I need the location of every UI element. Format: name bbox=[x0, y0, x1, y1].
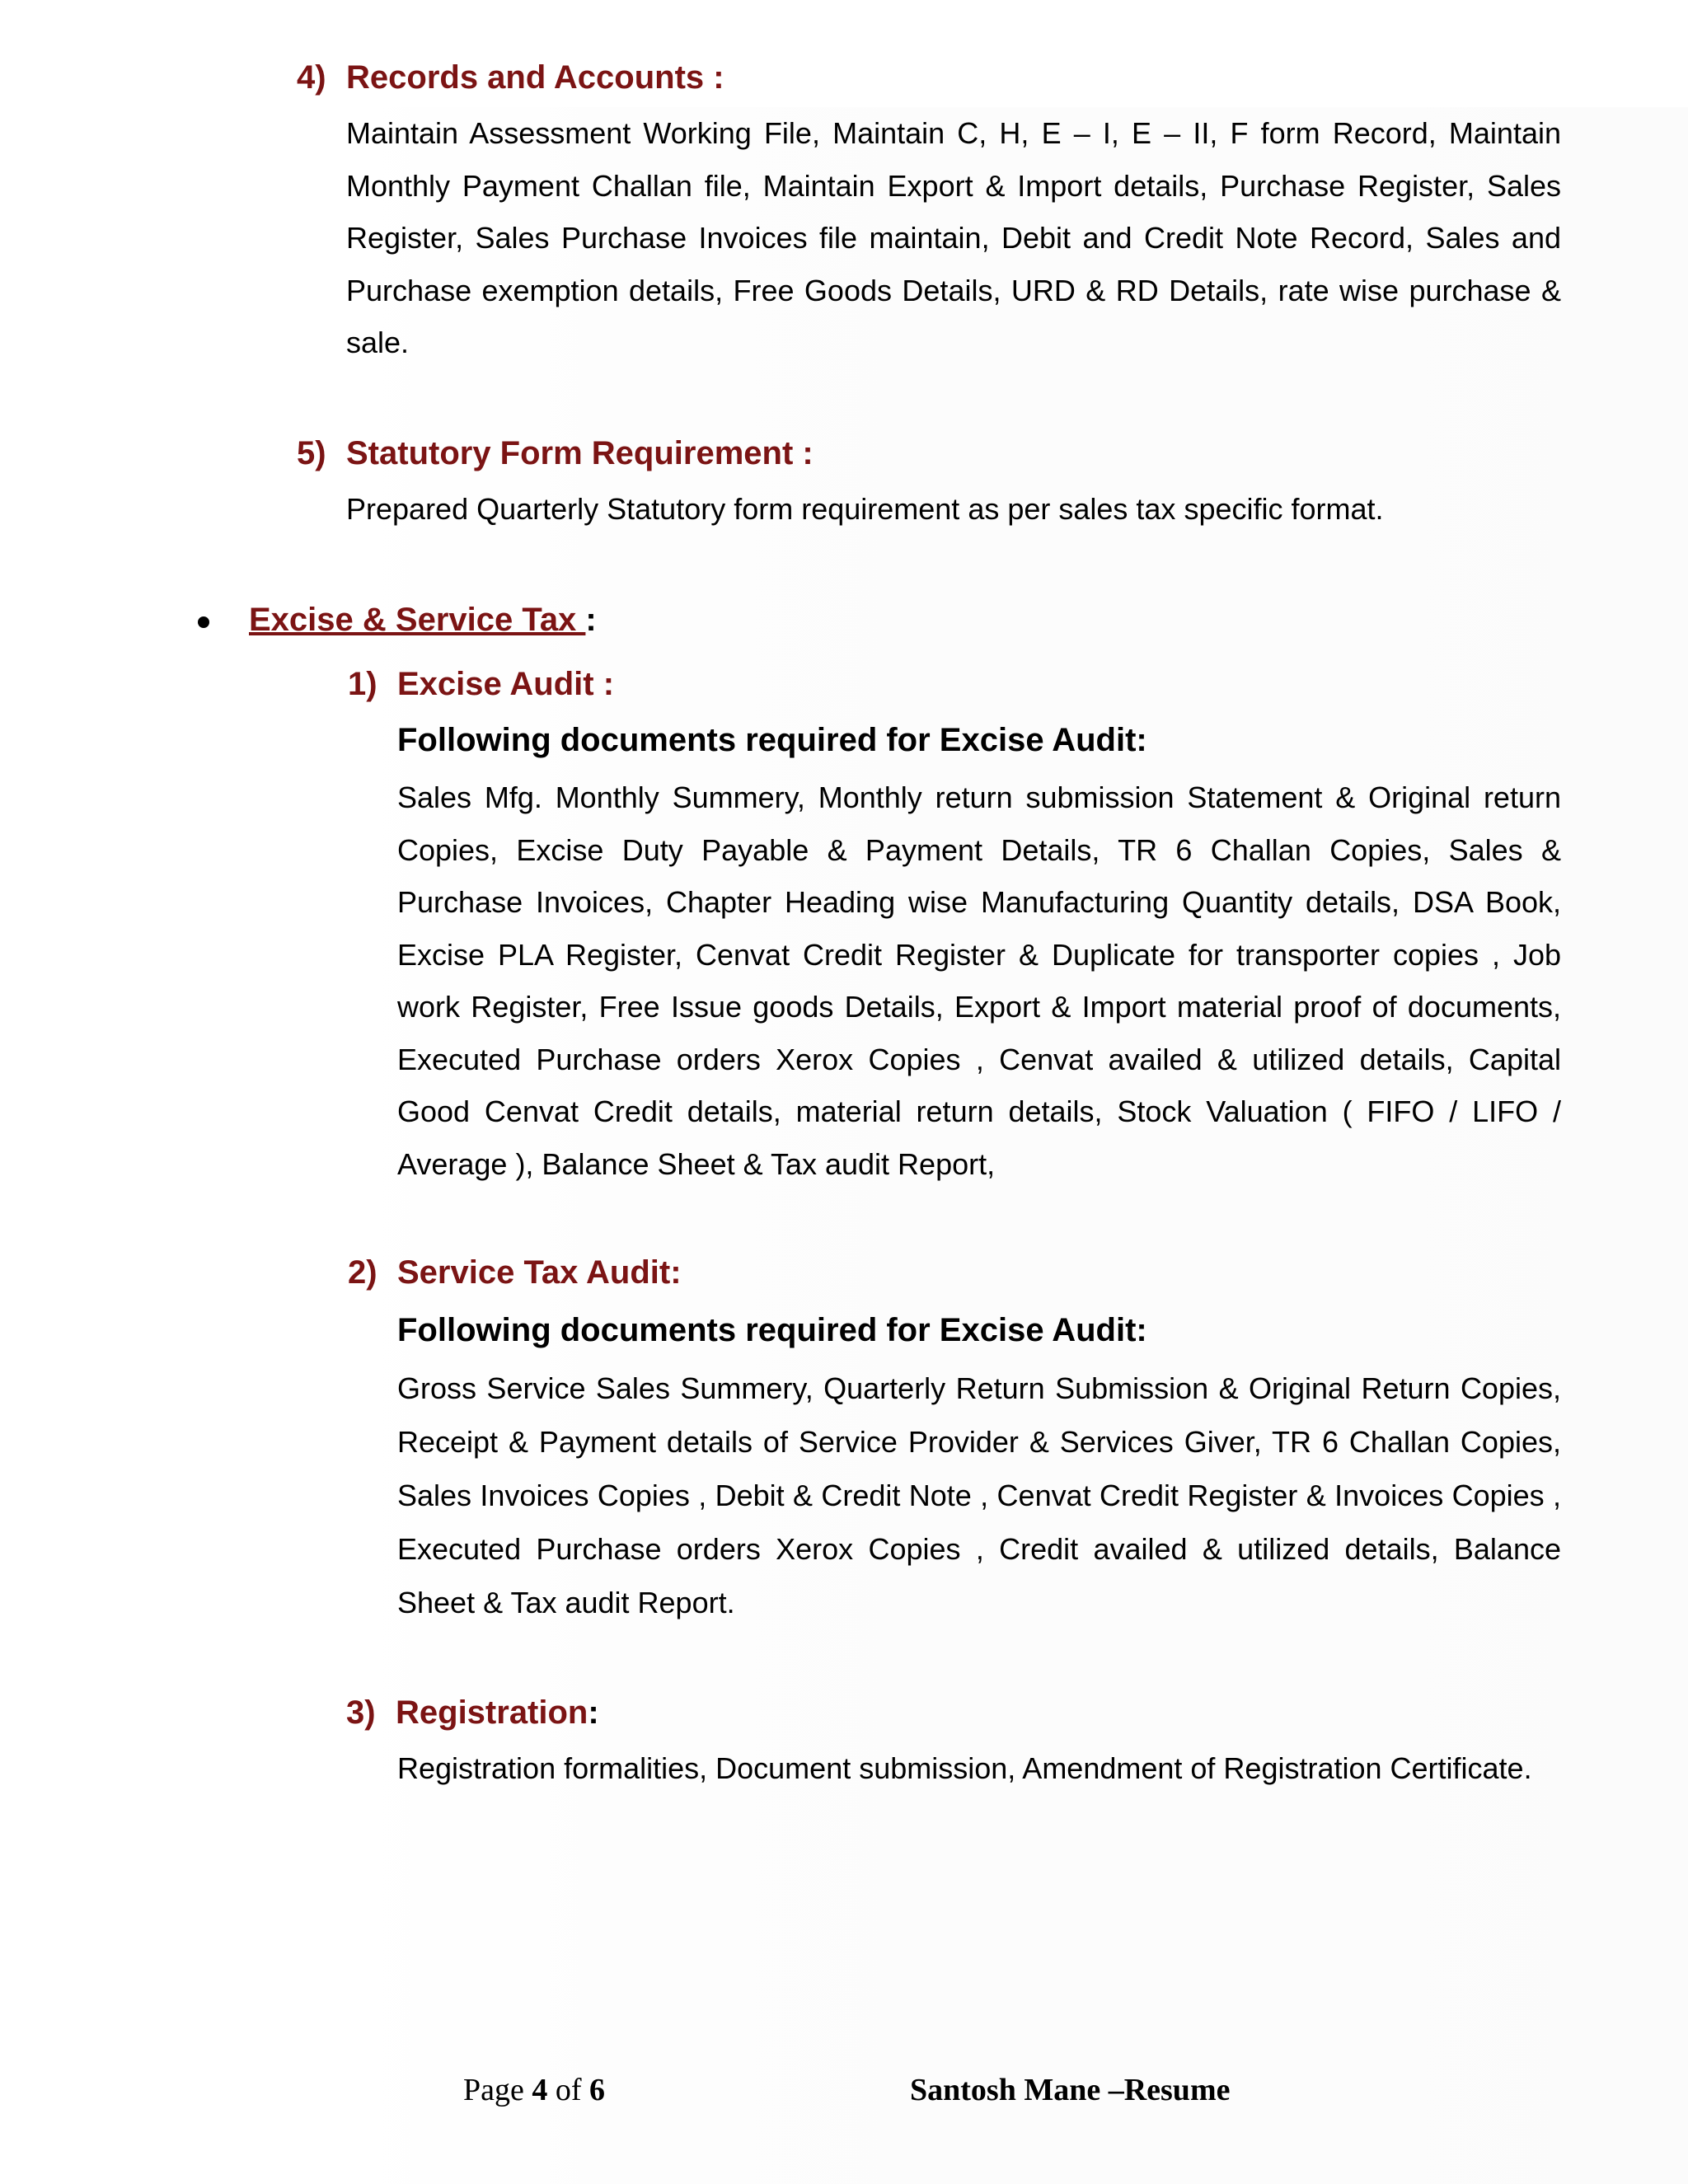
section-title: Excise Audit : bbox=[397, 666, 615, 702]
excise-audit-text: Sales Mfg. Monthly Summery, Monthly return submission Statement & Original return Copies, Excise Duty Payable & Payment Details, TR 6 Challan Copies, Sales & Purchase Invoices, Chapter Heading wise Manufacturing Quantity details, DSA Book, Excise PLA Register, Cenvat Credit Register & Duplicate for transporter copies , Job work Register, Free Issue goods Details, Export & Import material proof of documents, Executed Purchase orders Xerox Copies , Cenvat availed & utilized details, Capital Good Cenvat Credit details, material return details, Stock Valuation ( FIFO / LIFO / Average ), Balance Sheet & Tax audit Report, bbox=[397, 780, 1561, 1181]
excise-audit-subheading: Following documents required for Excise Audit: bbox=[397, 722, 1147, 758]
section-heading-registration bbox=[346, 1694, 599, 1732]
section-number: 1) bbox=[348, 666, 377, 702]
page-word: Page bbox=[463, 2073, 524, 2107]
statutory-form-text: Prepared Quarterly Statutory form requirement as per sales tax specific format. bbox=[346, 492, 1384, 526]
section-title: Records and Accounts : bbox=[346, 59, 724, 96]
section-title: Statutory Form Requirement : bbox=[346, 435, 814, 471]
excise-service-tax-heading bbox=[249, 602, 597, 639]
service-tax-audit-text: Gross Service Sales Summery, Quarterly Return Submission & Original Return Copies, Receipt & Payment details of Service Provider & Services Giver, TR 6 Challan Copies, Sales Invoices Copies , Debit & Credit Note , Cenvat Credit Register & Invoices Copies , Executed Purchase orders Xerox Copies , Credit availed & utilized details, Balance Sheet & Tax audit Report. bbox=[397, 1371, 1561, 1619]
section-heading-excise-audit bbox=[348, 666, 614, 703]
page-total: 6 bbox=[589, 2073, 606, 2107]
bullet-icon bbox=[198, 616, 209, 628]
registration-text: Registration formalities, Document submission, Amendment of Registration Certificate. bbox=[397, 1751, 1532, 1785]
section-heading-records-accounts bbox=[297, 59, 724, 96]
heading-colon: : bbox=[585, 602, 597, 638]
section-heading-statutory-form bbox=[297, 435, 814, 472]
page-number bbox=[463, 2072, 605, 2108]
service-tax-audit-subheading: Following documents required for Excise Audit: bbox=[397, 1312, 1147, 1348]
section-number: 4) bbox=[297, 59, 326, 96]
section-number: 3) bbox=[346, 1694, 376, 1731]
page-current: 4 bbox=[532, 2073, 548, 2107]
section-number: 5) bbox=[297, 435, 326, 471]
document-title-footer: Santosh Mane –Resume bbox=[910, 2073, 1231, 2107]
records-accounts-text: Maintain Assessment Working File, Maintain C, H, E – I, E – II, F form Record, Maintain Monthly Payment Challan file, Maintain Export & Import details, Purchase Register, Sales Register, Sales Purchase Invoices file maintain, Debit and Credit Note Record, Sales and Purchase exemption details, Free Goods Details, URD & RD Details, rate wise purchase & sale. bbox=[346, 116, 1561, 359]
heading-colon: : bbox=[588, 1694, 599, 1731]
section-heading-service-tax-audit bbox=[348, 1254, 682, 1291]
section-title: Registration bbox=[396, 1694, 588, 1731]
excise-service-tax-title: Excise & Service Tax bbox=[249, 602, 586, 638]
section-title: Service Tax Audit: bbox=[397, 1254, 682, 1291]
page-of: of bbox=[555, 2073, 582, 2107]
section-number: 2) bbox=[348, 1254, 377, 1291]
